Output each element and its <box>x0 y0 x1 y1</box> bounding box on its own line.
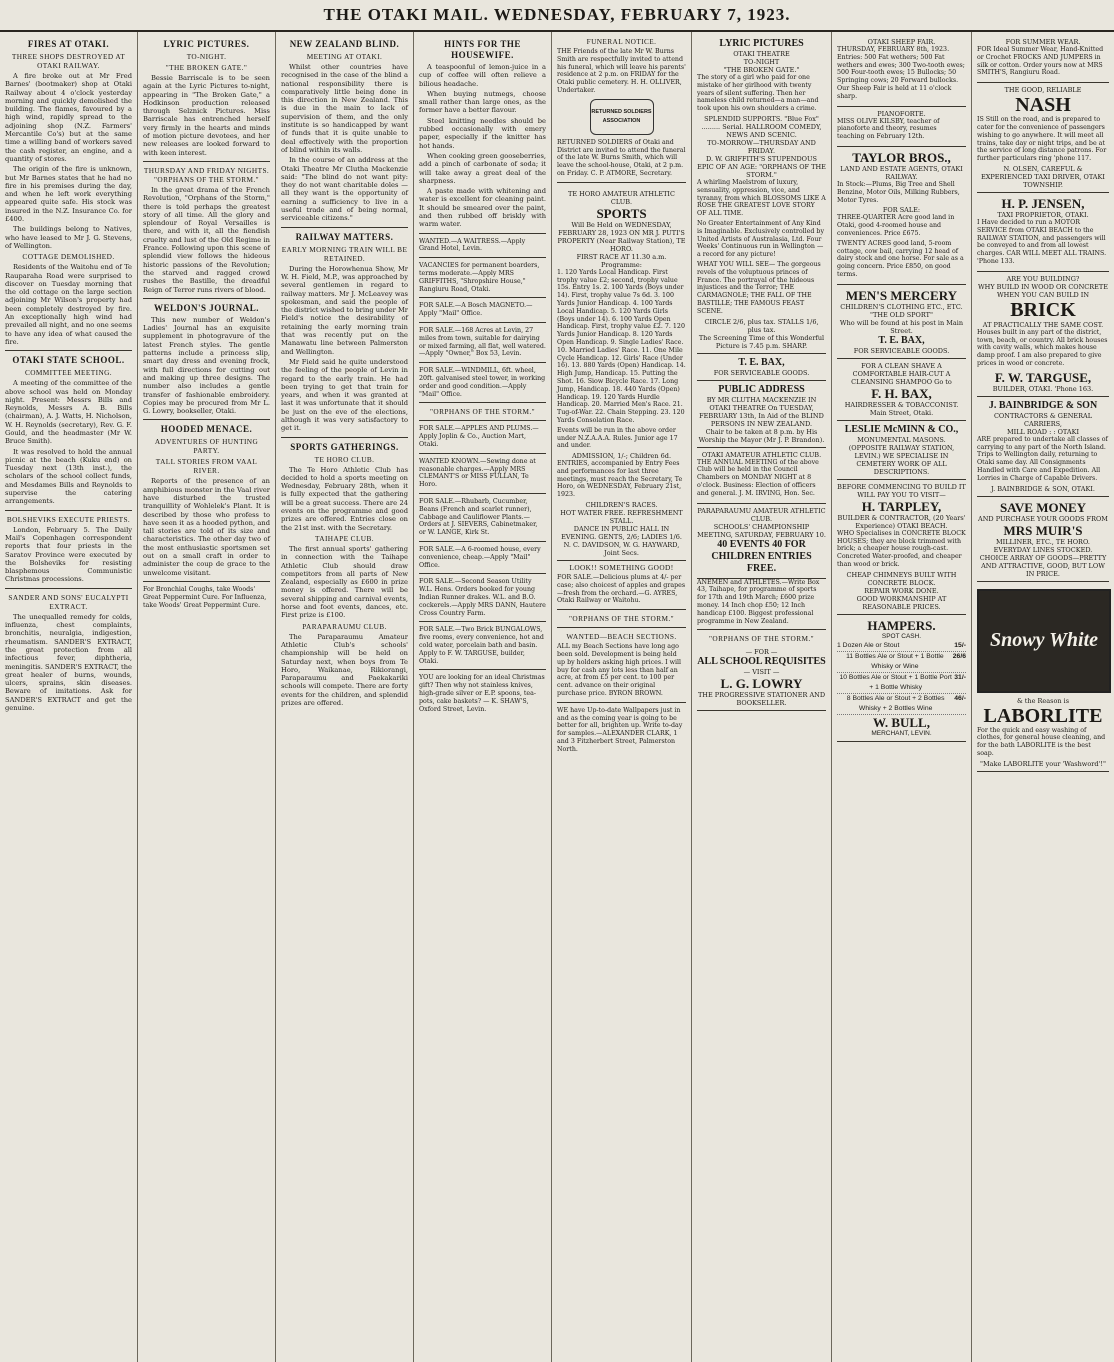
school-para-1: A meeting of the committee of the above school was held on Monday night. Present: Messrs Bills and Reynolds, Messrs A. B. Bills (chairman), A. J. Watts, H. Nicholson, W. H. Reynolds (secretary), Rev. G. F. Gould, and the headmaster (Mr W. Bruce Smith). <box>5 379 132 446</box>
public-address-chair: Chair to be taken at 8 p.m. by His Worship the Mayor (Mr J. P. Brandon). <box>698 427 825 444</box>
paraparaumu-heading: PARAPARAUMU CLUB. <box>302 621 387 631</box>
paraparaumu-para: SCHOOLS' CHAMPIONSHIP MEETING, SATURDAY, FEBRUARY 10. <box>697 522 826 539</box>
bax-ad <box>697 354 826 381</box>
hamper-row: 1 Dozen Ale or Stout 15/- <box>837 641 966 652</box>
hamper-row: 11 Bottles Ale or Stout + 1 Bottle Whisky or Wine 26/6 <box>837 652 966 673</box>
bainbridge-para: ARE prepared to undertake all classes of carrying to any part of the North Island. Trips to Wellington daily, returning to Otaki same day. All Consignments Handled with Care and Expedition. All Lorries in Charge of Capable Drivers. <box>977 435 1108 482</box>
taylor-ad <box>837 147 966 285</box>
jensen-para: I Have decided to run a MOTOR SERVICE from OTAKI BEACH to the RAILWAY STATION, and passengers will be conveyed to and from all lowest charges. CAR WILL MEET ALL TRAINS. 'Phone 133. <box>977 218 1107 265</box>
classified-apples: FOR SALE.—APPLES AND PLUMS.—Apply Joplin & Co., Auction Mart, Otaki. <box>419 425 539 448</box>
divider <box>419 493 546 494</box>
hot-water: HOT WATER FREE. REFRESHMENT STALL. <box>560 509 683 526</box>
lyric-ad-film: "THE BROKEN GATE." <box>723 66 800 74</box>
admission: ADMISSION, 1/-; Children 6d. <box>571 452 672 461</box>
divider <box>281 227 408 228</box>
hamper-row: 8 Bottles Ale or Stout + 2 Bottles Whisky + 2 Bottles Wine 46/- <box>837 694 966 715</box>
hints-para-2: When buying nutmegs, choose small rather than large ones, as the former have a better flavour. <box>419 89 546 115</box>
laborlite-slogan: "Make LABORLITE your 'Washword'!" <box>980 759 1106 768</box>
divider <box>143 161 270 162</box>
bolshevik-para: London, February 5. The Daily Mail's Copenhagen correspondent reports that four priests in the Saratov Province were executed by the Bolsheviks for resisting blasphemous Communistic Christmas processions. <box>5 525 132 584</box>
divider <box>419 297 546 298</box>
taylor-three-quarter: THREE-QUARTER Acre good land in Otaki, good 4-roomed house and conveniences. Price £675. <box>837 214 955 237</box>
taylor-forsale: FOR SALE: <box>882 206 921 215</box>
mercery-sub: CHILDREN'S CLOTHING ETC., ETC. <box>840 302 963 311</box>
rail-para-1: During the Horowhenua Show, Mr W. H. Field, M.P., was approached by several gentlemen in regard to railway matters. Mr J. McLeavey was spokesman, and said the people of the district wished to bring under Mr Field's notice the desirability of retaining the early morning train that was recently put on the Manawatu line between Palmerston and Wellington. <box>281 264 408 356</box>
classified-sewing: WANTED KNOWN.—Sewing done at reasonable charges.—Apply MRS CLEMANT'S or MISS FULLAN, Te Horo. <box>419 457 536 489</box>
hooded-subheading-2: TALL STORIES FROM VAAL RIVER. <box>155 457 258 476</box>
divider <box>419 669 546 670</box>
save-title: SAVE MONEY <box>999 499 1087 515</box>
orphans-para: In the great drama of the French Revolution, "Orphans of the Storm," there is told perhaps the greatest story of all time. All the glory and splendour of Royal Versailles is there, and with it, all the fiendish cruelty and lust of the Old Regime in France. Following upon this scene of splendid view follows the hideous historic passions of the Revolution; the starved and ragged crowd rushes the Bastille, the dreadful Reign of Terror runs rivers of blood. <box>143 185 270 294</box>
mcminn-ad <box>837 421 966 480</box>
orphans-ad-3: "ORPHANS OF THE STORM." <box>709 634 814 644</box>
bull-sub: MERCHANT, LEVIN. <box>871 729 932 737</box>
laborlite-ad <box>977 582 1109 772</box>
classified-magneto: FOR SALE.—A Bosch MAGNETO.—Apply "Mail" Office. <box>419 302 533 318</box>
te-horo-sports-ad <box>557 187 686 561</box>
columns <box>0 32 1114 1362</box>
column-2 <box>138 32 276 1362</box>
rail-para-2: Mr Field said he quite understood the feeling of the people of Levin in regard to the early train. He had been trying to get that train for years, and when it was granted at last it was unfortunate that it should be just on the eve of the elections, although it was very satisfactory to get it. <box>281 357 408 433</box>
public-address-by: BY MR CLUTHA MACKENZIE IN OTAKI THEATRE On TUESDAY, FEBRUARY 13th, In Aid of the BLIND PERSONS IN NEW ZEALAND. <box>699 395 824 428</box>
divider <box>697 629 826 630</box>
blind-subheading: MEETING AT OTAKI. <box>306 52 383 61</box>
public-address-ad <box>697 381 826 448</box>
piano-ad <box>837 107 966 147</box>
tarpley-para: WHO Specialises in CONCRETE BLOCK HOUSES; they are block trimmed with brick; a cheaper house rough-cast. Concreted Water-proofed, and cheaper than wood or brick. <box>837 529 966 568</box>
summer-title: FOR SUMMER WEAR. <box>1005 38 1081 46</box>
divider <box>419 257 546 258</box>
paraparaumu-ad <box>697 504 826 579</box>
brick-title: BRICK <box>1010 298 1076 321</box>
divider <box>419 573 546 574</box>
taylor-title: TAYLOR BROS., <box>852 149 951 165</box>
orphans-ad-2: "ORPHANS OF THE STORM." <box>569 614 674 624</box>
tarpley-chimneys: CHEAP CHIMNEYS BUILT WITH CONCRETE BLOCK. <box>846 570 957 587</box>
taylor-para: In Stock:—Plums, Big Tree and Shell Benzine, Motor Oils, Milking Rubbers, Motor Tyres. <box>837 180 960 204</box>
classified-windmill: FOR SALE.—WINDMILL, 6ft. wheel, 20ft. galvanised steel tower, in working order and good condition.—Apply "Mail" Office. <box>419 367 546 398</box>
hooded-para: Reports of the presence of an amphibious monster in the Vaal river have disturbed the trusted tranquillity of Wohlelek's Plant. It is described by those who profess to have seen it as a hooded python, and tall stories are told of its size and characteristics. The other day two of the most enthusiastic sportsmen set out on a small craft in order to administer the coup de grace to the unwelcome visitant. <box>143 477 270 577</box>
lyric-ad-prices: CIRCLE 2/6, plus tax. STALLS 1/6, plus tax. <box>704 317 819 334</box>
column-6 <box>692 32 832 1362</box>
bull-title: W. BULL, <box>873 714 930 730</box>
fires-para-3: The buildings belong to Natives, who have leased to Mr J. G. Stevens, of Wellington. <box>5 225 132 250</box>
old-sport-para: Who will be found at his post in Main Street. <box>839 318 964 335</box>
taihape-heading: TAIHAPE CLUB. <box>315 533 374 543</box>
divider <box>419 233 546 234</box>
tarpley-sub: BUILDER & CONTRACTOR, (20 Years' Experience) OTAKI BEACH. <box>837 513 966 530</box>
hints-para-3: Steel knitting needles should be rubbed occasionally with emery paper, especially if the knitter has hot hands. <box>419 116 546 150</box>
bolshevik-heading: BOLSHEVIKS EXECUTE PRIESTS. <box>6 514 131 524</box>
fires-para-2: The origin of the fire is unknown, but Mr Barnes states that he had no fire in his premises during the day, and when he left work everything appeared quite safe. His stock was insured in the N.Z. Insurance Co. for £400. <box>5 165 132 224</box>
sports-heading: SPORTS GATHERINGS. <box>290 441 399 452</box>
save-sub: AND PURCHASE YOUR GOODS FROM <box>978 514 1108 523</box>
divider <box>419 322 546 323</box>
entries-note: ENTRIES, accompanied by Entry Fees and performances for last three meetings, must reach the Secretary, Te Horo, on WEDNESDAY, February 21st, 1923. <box>557 460 683 499</box>
divider <box>419 541 546 542</box>
hbax-ad <box>837 359 966 421</box>
tarpley-ad <box>837 480 966 615</box>
funeral-heading: FUNERAL NOTICE. <box>586 37 657 46</box>
taylor-sub: LAND AND ESTATE AGENTS, OTAKI RAILWAY. <box>840 164 963 181</box>
mercery-title: MEN'S MERCERY <box>845 287 958 303</box>
fires-subheading: THREE SHOPS DESTROYED AT OTAKI RAILWAY. <box>11 52 126 70</box>
otaki-athletic-para: THE ANNUAL MEETING of the above Club will be held in the Council Chambers on MONDAY NIGHT at 8 o'clock. Business: Election of officers and general. J. M. IRVING, Hon. Sec. <box>697 458 819 497</box>
summer-wear-ad <box>977 35 1109 83</box>
summer-para: FOR Ideal Summer Wear, Hand-Knitted or Crochet FROCKS AND JUMPERS in silk or cotton. Order yours now at MRS SMITH'S, Rangiuru Road. <box>977 46 1104 77</box>
bax-sub: FOR SERVICEABLE GOODS. <box>713 368 810 377</box>
choice: CHOICE ARRAY OF GOODS—PRETTY AND ATTRACTIVE, GOOD, BUT LOW IN PRICE. <box>979 553 1107 578</box>
brick-ad <box>977 272 1109 397</box>
dance: DANCE IN PUBLIC HALL IN EVENING. GENTS, 2/6; LADIES 1/6. <box>561 525 682 542</box>
classified-acres: FOR SALE.—168 Acres at Levin, 27 miles from town, suitable for dairying or mixed farming, all flat, well watered.—Apply "Owner," Box 53, Levin. <box>419 327 546 358</box>
bax2-title: T. E. BAX, <box>878 334 925 346</box>
rail-subheading: EARLY MORNING TRAIN WILL BE RETAINED. <box>281 244 408 263</box>
blind-heading: NEW ZEALAND BLIND. <box>289 39 400 49</box>
column-4 <box>414 32 552 1362</box>
fires-para-1: A fire broke out at Mr Fred Barnes' (bootmaker) shop at Otaki Railway about 4 o'clock yesterday morning and quickly demolished the building. The flames, favoured by a high wind, rapidly spread to the adjoining shop (N.Z. Farmers' Mercantile Co's) but at the same time a willing band of workers saved the cash register, an engine, and a quantity of stores. <box>5 72 132 163</box>
anemen-ad: ANEMEN and ATHLETES.—Write Box 43, Taihape, for programme of sports for 17th and 19th March; £600 prize money. 14 Inch chop £50; 12 Inch handicap £100. Biggest professional programme in New Zealand. <box>697 578 820 625</box>
divider <box>557 609 686 610</box>
lowry-sub: THE PROGRESSIVE STATIONER AND BOOKSELLER. <box>697 691 826 708</box>
classified-gift: YOU are looking for an ideal Christmas gift? Then why not stainless knives, high-grade silver or E.P. spoons, tea-pots, cake baskets? — K. SHAW'S, Oxford Street, Levin. <box>419 674 545 713</box>
hampers-title: HAMPERS. <box>867 617 936 633</box>
piano-para: MISS OLIVE KILSBY, teacher of pianoforte and theory, resumes teaching on February 12th. <box>837 117 940 141</box>
lyric-ad-para: The story of a girl who paid for one mistake of her girlhood with twenty years of silent suffering. Then her nameless child returned—a man—and took upon his own shoulders a crime. <box>697 74 819 113</box>
rail-heading: RAILWAY MATTERS. <box>295 231 394 242</box>
building-title: ARE YOU BUILDING? <box>1006 274 1080 283</box>
tarpley-title: H. TARPLEY, <box>861 498 942 514</box>
hbax-sub: HAIRDRESSER & TOBACCONIST. Main Street, Otaki. <box>844 400 959 417</box>
divider <box>281 437 408 438</box>
column-1 <box>0 32 138 1362</box>
look-heading: LOOK!! SOMETHING GOOD! <box>569 563 674 573</box>
weldon-para: This new number of Weldon's Ladies' Journal has an exquisite supplement in photogravure of the latest French styles. The gentle patterns include a princess slip, smart day dress and evening frock, with full directions for cutting out and making up three designs. The number also includes a gentle transfer of fashionable embroidery. Copies may be procured from Mr L. G. Lowry, bookseller, Otaki. <box>143 315 270 416</box>
bainbridge-ad <box>977 397 1109 497</box>
building-para: WHY BUILD IN WOOD OR CONCRETE WHEN YOU CAN BUILD IN <box>977 282 1109 299</box>
bax2-sub: FOR SERVICEABLE GOODS. <box>853 346 950 355</box>
hints-para-4: When cooking green gooseberries, add a pinch of carbonate of soda; it will take away a great deal of the sharpness. <box>419 151 546 185</box>
lowry-for: — FOR — <box>745 648 778 657</box>
tarpley-good: GOOD WORKMANSHIP AT REASONABLE PRICES. <box>856 594 947 611</box>
school-heading: OTAKI STATE SCHOOL. <box>12 355 125 366</box>
divider <box>419 362 546 363</box>
sheep-fair-title: OTAKI SHEEP FAIR. <box>867 38 936 46</box>
classified-wanted-waitress: WANTED.—A WAITRESS.—Apply Grand Hotel, Levin. <box>419 237 526 253</box>
masthead: THE OTAKI MAIL. WEDNESDAY, FEBRUARY 7, 1923. <box>0 0 1114 32</box>
divider <box>143 419 270 420</box>
blind-para-1: Whilst other countries have recognised in the case of the blind a national responsibility there is comparatively little being done in this direction in New Zealand. This is due in the main to lack of supervision of them, and the only institute is so handicapped by want of funds that it is quite unable to deal effectively with the proportion of blind within its walls. <box>281 63 408 154</box>
column-5 <box>552 32 692 1362</box>
programme-heading: Programme: <box>601 260 642 269</box>
bax-title: T. E. BAX, <box>738 356 785 368</box>
otaki-athletic-ad <box>697 448 826 504</box>
returned-soldiers-para: RETURNED SOLDIERS of Otaki and District are invited to attend the funeral of the late W. Burns Smith, which will leave the school-house, Otaki, at 2 p.m. on Friday. C. P. ATMORE, Secretary. <box>557 138 686 177</box>
orphans-heading: THURSDAY AND FRIDAY NIGHTS. "ORPHANS OF THE STORM." <box>143 165 270 184</box>
divider <box>557 702 686 703</box>
old-sport: "THE OLD SPORT" <box>870 310 933 319</box>
jensen-ad <box>977 193 1109 272</box>
orphans-ad: "ORPHANS OF THE STORM." <box>430 407 535 417</box>
school-para-2: It was resolved to hold the annual picnic at the beach (Kuku end) on Tuesday next (13th inst.), the scholars of the school collect funds, and Mesdames Bills and Reynolds to supervise the catering arrangements. <box>5 447 132 506</box>
lowry-ad <box>697 645 826 711</box>
everyday: EVERYDAY LINES STOCKED. <box>993 545 1093 554</box>
otaki-athletic-title: OTAKI AMATEUR ATHLETIC CLUB. <box>701 450 822 459</box>
hampers-sub: SPOT CASH. <box>881 632 922 640</box>
sanderson-para: The unequalled remedy for colds, influenza, chest complaints, bronchitis, neuralgia, indigestion, rheumatism. SANDER'S EXTRACT, the great protection from all infectious fever, diphtheria, meningitis. SANDER'S EXTRACT, the great healer of burns, wounds, ulcers, sprains, skin diseases. Beware of imitations. Ask for SANDER'S EXTRACT and get the genuine. <box>5 612 132 712</box>
classified-house: FOR SALE.—A 6-roomed house, every convenience, cheap.—Apply "Mail" Office. <box>419 545 541 569</box>
divider <box>557 182 686 183</box>
taihape-para: The first annual sports' gathering in connection with the Taihape Athletic Club should draw competitors from all parts of New Zealand, especially as £600 in prize money is offered. There will be several shipping and carnival events, horse and foot events, dances, etc. First prize is £100. <box>281 544 408 620</box>
snowy-white-logo: Snowy White <box>977 589 1111 693</box>
classified-rhubarb: FOR SALE.—Rhubarb, Cucumber, Beans (French and scarlet runner), Cabbage and Cauliflower Plants.—Orders at J. SIEVERS, Cabinetmaker, or W. LANGE, Kirk St. <box>419 497 538 537</box>
divider <box>557 627 686 628</box>
targuse-title: F. W. TARGUSE, <box>994 369 1092 385</box>
school-subheading: COMMITTEE MEETING. <box>24 368 113 378</box>
piano-title: PIANOFORTE. <box>877 109 926 118</box>
beach-para: ALL my Beach Sections have long ago been sold. Development is being held up by holders asking high prices. I will buy for cash any lots less than half an acre, at from £5 per cent. to 100 per cent. advance on their original purchase price. BYRON BROWN. <box>557 643 682 698</box>
sports-subheading: TE HORO CLUB. <box>314 454 375 464</box>
taylor-twenty: TWENTY ACRES good land, 5-room cottage, cow bail, carrying 12 head of dairy stock and one horse. For sale as a going concern. Price £850, on good terms. <box>837 239 964 278</box>
brick-para: Houses built in any part of the district, town, beach, or country. All brick houses with cavity walls, which makes house damp proof. I am also prepared to give prices in wood or concrete. <box>977 328 1108 367</box>
sports-para: The Te Horo Athletic Club has decided to hold a sports meeting on Wednesday, February 28th, when it is fully expected that the gathering will be a great success. There are 24 events on the programme and good prizes are offered. Entries close on the 21st inst. with the Secretary. <box>281 465 408 532</box>
coughs-notice: For Bronchial Coughs, take Woods' Great Peppermint Cure. For Influenza, take Woods' Great Peppermint Cure. <box>143 585 267 609</box>
column-8 <box>972 32 1114 1362</box>
events-40: 40 EVENTS 40 FOR CHILDREN ENTRIES FREE. <box>711 538 812 574</box>
lowry-visit: — VISIT — <box>743 668 780 677</box>
laborlite-title: LABORLITE <box>983 704 1103 727</box>
returned-soldiers-emblem-icon: RETURNED SOLDIERS ASSOCIATION <box>590 99 654 135</box>
paraparaumu-title: PARAPARAUMU AMATEUR ATHLETIC CLUB. <box>697 506 826 523</box>
classified-hens: FOR SALE.—Second Season Utility W.L. Hens. Orders booked for young Indian Runner drakes. W.L. and B.O. cockerels.—Apply MRS DANN, Hautere Cross Country Farm. <box>419 578 546 617</box>
divider <box>419 420 546 421</box>
first-race: FIRST RACE AT 11.30 a.m. <box>576 252 667 261</box>
column-3 <box>276 32 414 1362</box>
classified-vacancies: VACANCIES for permanent boarders, terms moderate.—Apply MRS GRIFFITHS, "Shropshire House," Rangiuru Road, Otaki. <box>419 262 540 293</box>
olsen: N. OLSEN, CAREFUL & EXPERIENCED TAXI DRIVER, OTAKI TOWNSHIP. <box>981 164 1105 189</box>
lyric-para: Bessie Barriscale is to be seen again at the Lyric Pictures to-night, appearing in "The Broken Gate," a Hodkinson production released through Selznick Pictures. Miss Barriscale has entrenched herself very firmly in the hearts and minds of motion picture devotees, and her new releases are looked forward to with keen interest. <box>143 74 270 157</box>
muir-title: MRS MUIR'S <box>1003 522 1083 538</box>
mcminn-para: (OPPOSITE RAILWAY STATION, LEVIN.) WE SPECIALISE IN CEMETERY WORK OF ALL DESCRIPTIONS. <box>848 443 955 476</box>
divider <box>5 350 132 351</box>
te-horo-club-name: TE HORO AMATEUR ATHLETIC CLUB. <box>568 189 675 206</box>
muir-ad <box>977 497 1109 582</box>
mercery-ad <box>837 285 966 359</box>
lyric-ad-venue: OTAKI THEATRE <box>733 50 790 58</box>
muir-sub: MILLINER, ETC., TE HORO. <box>996 537 1090 546</box>
joint-secs: N. C. DAVIDSON, W. G. HAYWARD, Joint Secs. <box>563 541 680 558</box>
bainbridge-sig: J. BAINBRIDGE & SON, OTAKI. <box>991 484 1095 493</box>
beach-heading: WANTED—BEACH SECTIONS. <box>566 632 677 642</box>
lyric-pictures-ad <box>697 35 826 354</box>
divider <box>419 402 546 403</box>
shave-text: FOR A CLEAN SHAVE A COMFORTABLE HAIR-CUT A CLEANSING SHAMPOO Go to <box>851 361 952 386</box>
divider <box>143 581 270 582</box>
lyric-title: "THE BROKEN GATE." <box>165 63 248 72</box>
column-7 <box>832 32 972 1362</box>
divider <box>419 453 546 454</box>
sports-when: Will Be Held on WEDNESDAY, FEBRUARY 28, 1923 ON MR J. PUTI'S PROPERTY (Near Railway Station), TE HORO. <box>557 220 686 253</box>
funeral-para: THE Friends of the late Mr W. Burns Smith are respectfully invited to attend his funeral, which will leave his parents' residence at 2 p.m. on FRIDAY for the Otaki public cemetery. H. H. OLLIVER, Undertaker. <box>557 48 686 94</box>
blind-para-2: In the course of an address at the Otaki Theatre Mr Clutha Mackenzie said: "The blind do not want pity: they do not want charitable doles — all they want is the opportunity of earning a sufficiency to live in a useful trade and of being normal, serviceable citizens." <box>281 156 408 223</box>
laborlite-para: For the quick and easy washing of clothes, for general house cleaning, and for the bath LABORLITE is the best soap. <box>977 726 1106 757</box>
classified-bungalows: FOR SALE.—Two Brick BUNGALOWS, five rooms, every convenience, hot and cold water, porcelain bath and basin. Apply to F. W. TARGUSE, builder, Otaki. <box>419 626 544 665</box>
hamper-row: 10 Bottles Ale or Stout + 1 Bottle Port + 1 Bottle Whisky 31/- <box>837 673 966 694</box>
jensen-sub: TAXI PROPRIETOR, OTAKI. <box>997 210 1089 219</box>
lowry-name: L. G. LOWRY <box>720 676 803 692</box>
cottage-para: Residents of the Waitohu end of Te Rauparaha Road were surprised to discover on Tuesday morning that the old cottage on the large section adjoining Mr Wilson's property had been completely destroyed by fire. An exceptionally high wind had prevailed all night, and no one seems to have any idea of what caused the fire. <box>5 263 132 346</box>
lyric-ad-tomorrow: TO-MORROW—THURSDAY AND FRIDAY. <box>707 138 816 155</box>
programme-list: 1. 120 Yards Local Handicap. First trophy value £2; second, trophy value 15s. Entry 1s. 2. 100 Yards (Boys under 14). First, trophy value 7s 6d. 3. 100 Yards Junior Handicap. 4. 100 Yards Local Handicap. 5. 120 Yards Girls (Boys under 14). 6. 100 Yards Open Handicap. First, trophy value £2. 7. 120 Yards Junior Handicap. 8. 120 Yards Open Handicap. 9. Single Ladies' Race. 10. Married Ladies' Race. 11. One Mile Cycle Handicap. 12. Girls' Race (Under 16). 13. 880 Yards (Open) Handicap. 14. High Jump, Handicap. 15. Putting the Shot. 16. Siow Bicycle Race. 17. Long Jump, Handicap. 18. 440 Yards (Open) Handicap. 19. 120 Yards Hurdle Handicap. 20. Married Men's Race. 21. Tug-of-War. 22. Chain Stepping. 23. 120 Yards Consolation Race. <box>557 268 686 424</box>
targuse-sub: BUILDER, OTAKI. 'Phone 163. <box>992 384 1094 393</box>
nash-para: IS Still on the road, and is prepared to cater for the convenience of passengers wishing to go anywhere. It will meet all trains, take day or night trips, and be at the service of long distance patrons. For further particulars ring 'phone 117. <box>977 116 1107 163</box>
mcminn-sub: MONUMENTAL MASONS. <box>857 435 946 444</box>
bainbridge-addr: MILL ROAD : : OTAKI <box>1006 427 1080 436</box>
hampers-ad <box>837 615 966 742</box>
plums-ad: FOR SALE.—Delicious plums at 4/- per case; also choicest of apples and grapes—fresh from the orchard.—G. AYRES, Otaki Railway or Waitohu. <box>557 574 686 605</box>
public-address-title: PUBLIC ADDRESS <box>718 383 805 395</box>
hooded-heading: HOODED MENACE. <box>160 424 253 435</box>
divider <box>419 621 546 622</box>
events-note: Events will be run in the above order under N.Z.A.A.A. Rules. Junior age 17 and under. <box>557 426 678 450</box>
fires-heading: FIRES AT OTAKI. <box>27 39 110 49</box>
laborlite-reason: & the Reason is <box>1016 696 1070 705</box>
paraparaumu-para: The Paraparaumu Amateur Athletic Club's schools' championship will be held on Saturday next, when boys from Te Horo, Waikanae, Rikiorangi, Paraparaumu and Paekakariki schools will compete. There are forty events for the children, and splendid prizes are offered. <box>281 632 408 707</box>
divider <box>5 588 132 589</box>
wallpaper-ad: WE have Up-to-date Wallpapers just in and as the coming year is going to be better for all, brighten up. Write to-day for samples.—ALEXANDER CLARK, 1 and 3 Fitzherbert Street, Palmerston North. <box>557 706 683 753</box>
bainbridge-title: J. BAINBRIDGE & SON <box>988 399 1098 411</box>
lyric-ad-what: WHAT YOU WILL SEE— The gorgeous revels of the voluptuous princes of France. The portrayal of the hideous injustices and the Terror; THE CARMAGNOLE; THE FALL OF THE BASTILLE; THE FAMOUS FEAST SCENE. <box>697 260 821 315</box>
divider <box>5 510 132 511</box>
lowry-requisites: ALL SCHOOL REQUISITES <box>697 656 826 668</box>
brick-sub: AT PRACTICALLY THE SAME COST. <box>982 320 1104 329</box>
jensen-title: H. P. JENSEN, <box>1001 195 1085 211</box>
hints-para-5: A paste made with whitening and water is excellent for cleaning paint. It should be smeared over the paint, and then rubbed off briskly with warm water. <box>419 187 546 229</box>
nash-sub: THE GOOD, RELIABLE <box>1004 86 1082 95</box>
mcminn-title: LESLIE McMINN & CO., <box>844 423 959 435</box>
cottage-heading: COTTAGE DEMOLISHED. <box>22 252 115 262</box>
children-races: CHILDREN'S RACES. <box>585 501 658 510</box>
lyric-ad-greatest: No Greater Entertainment of Any Kind is Imaginable. Exclusively controlled by United Artists of Australasia, Ltd. Four Weeks' Continuous run in Wellington — a record for any picture! <box>697 219 825 259</box>
bainbridge-sub: CONTRACTORS & GENERAL CARRIERS, <box>993 411 1093 428</box>
hooded-subheading: ADVENTURES OF HUNTING PARTY. <box>154 437 259 456</box>
sports-title: SPORTS <box>596 205 647 221</box>
tarpley-repair: REPAIR WORK DONE. <box>864 586 939 595</box>
weldon-heading: WELDON'S JOURNAL. <box>153 302 259 313</box>
hints-heading: HINTS FOR THE HOUSEWIFE. <box>444 39 521 60</box>
lyric-ad-griffith: D. W. GRIFFITH'S STUPENDOUS EPIC OF AN AGE: "ORPHANS OF THE STORM." <box>697 154 826 179</box>
hbax-title: F. H. BAX, <box>871 385 932 401</box>
sanderson-heading: SANDER AND SONS' EUCALYPTI EXTRACT. <box>8 592 129 611</box>
lyric-ad-title: LYRIC PICTURES <box>719 38 804 49</box>
lyric-ad-screening: The Screening Time of this Wonderful Picture is 7.45 p.m. SHARP. <box>698 333 825 350</box>
lyric-ad-tonight: TO-NIGHT <box>743 58 780 66</box>
lyric-ad-supports: SPLENDID SUPPORTS. "Blue Fox" ......... Serial. HALLROOM COMEDY, NEWS AND SCENIC. <box>701 114 822 139</box>
divider <box>143 298 270 299</box>
sheep-fair-ad <box>837 35 966 107</box>
lyric-ad-orphans: A whirling Maelstrom of luxury, sensuality, oppression, vice, and tyranny, from which BLOSSOMS LIKE A ROSE THE GREATEST LOVE STORY OF ALL TIME. <box>697 178 826 218</box>
hints-para-1: A teaspoonful of lemon-juice in a cup of coffee will often relieve a bilious headache. <box>419 63 546 88</box>
nash-title: NASH <box>1015 94 1071 117</box>
lyric-heading: LYRIC PICTURES. <box>163 39 250 49</box>
nash-ad <box>977 83 1109 193</box>
tarpley-before: BEFORE COMMENCING TO BUILD IT WILL PAY YOU TO VISIT— <box>837 482 966 499</box>
sheep-fair-para: THURSDAY, FEBRUARY 8th, 1923. Entries: 500 Fat wethers; 500 Fat wethers and ewes; 300 Two-tooth ewes; 500 Four-tooth ewes; 15 Bullocks; 50 Springing cows; 20 Forward bullocks. Our Sheep Fair is held at 11 o'clock sharp. <box>837 46 965 100</box>
lyric-tonight: TO-NIGHT. <box>186 52 227 61</box>
